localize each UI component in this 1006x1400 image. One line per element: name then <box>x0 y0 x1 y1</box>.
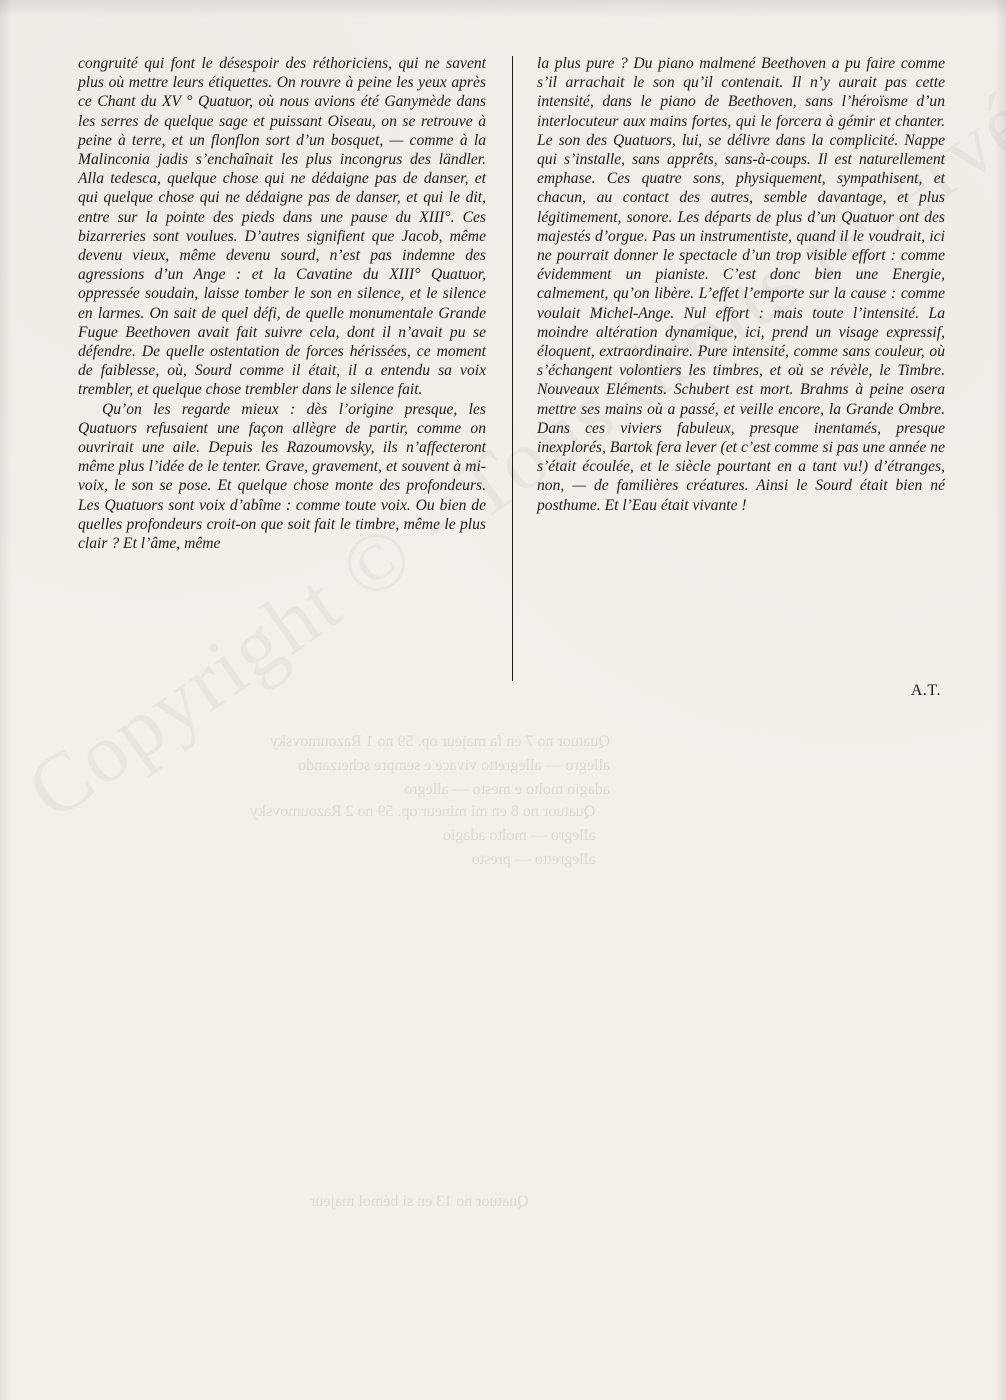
right-text-column <box>537 54 945 515</box>
author-signature: A.T. <box>910 682 941 699</box>
left-column-paragraph-2: Qu’on les regarde mieux : dès l’origine presque, les Quatuors refusaient une façon allègre de partir, comme on ouvrirait une aile. Depuis les Razoumovsky, ils n’affecteront même plus l’idée de le tenter. Grave, gravement, et souvent à mi-voix, le son se pose. Et quelque chose monte des profondeurs. Les Quatuors sont voix d’abîme : comme toute voix. Ou bien de quelles profondeurs croit-on que soit fait le timbre, même le plus clair ? Et l’âme, même <box>78 400 486 553</box>
show-through-text-top: Quatuor no 7 en fa majeur op. 59 no 1 Razoumovsky allegro — allegretto vivace e sempre scherzando adagio molto e mesto — allegro <box>270 733 610 798</box>
show-through-text-bottom: Quatuor no 13 en si bémol majeur <box>310 1193 529 1210</box>
show-through-text-middle: Quatuor no 8 en mi mineur op. 59 no 2 Razoumovsky allegro — molto adagio allegretto — presto <box>250 803 596 868</box>
left-text-column <box>78 54 486 553</box>
left-column-paragraph-1: congruité qui font le désespoir des réthoriciens, qui ne savent plus où mettre leurs étiquettes. On rouvre à peine les yeux après ce Chant du XV ° Quatuor, où nous avions été Ganymède dans les serres de quelque sage et puissant Oiseau, on se retrouve à peine à terre, et un flonflon sort d’un bosquet, — comme à la Malinconia jadis s’enchaînait les plus incongrus des ländler. Alla tedesca, quelque chose qui ne dédaigne pas de danser, et qui quelque chose qui ne dédaigne pas de danser, et qui le dit, entre sur la pointe des pieds dans une pause du XIII°. Ces bizarreries sont voulues. D’autres signifient que Jacob, même devenu vieux, même devenu sourd, n’est pas indemne des agressions d’un Ange : et la Cavatine du XIII° Quatuor, oppressée soudain, laisse tomber le son en silence, et le silence en larmes. On sait de quel défi, de quelle monumentale Grande Fugue Beethoven avait fait suivre cela, dont il n’avait pu se défendre. De quelle ostentation de forces hérissées, ce moment de faiblesse, où, Sourd comme il était, il a entendu sa voix trembler, et quelque chose trembler dans le silence fait. <box>78 55 486 399</box>
right-column-paragraph-1: la plus pure ? Du piano malmené Beethoven a pu faire comme s’il arrachait le son qu’il contenait. Il n’y aurait pas cette intensité, dans le piano de Beethoven, sans l’héroïsme d’un interlocuteur aux mains fortes, qui le forcera à gémir et chanter. Le son des Quatuors, lui, se délivre dans la complicité. Nappe qui s’installe, sans apprêts, sans-à-coups. Il est naturellement emphase. Ces quatre sons, physiquement, sympathisent, et chacun, au contact des autres, semble davantage, et plus légitimement, sonore. Les départs de plus d’un Quatuor ont des majestés d’orgue. Pas un instrumentiste, quand il le voudrait, ici ne pourrait donner le spectacle d’un trop visible effort : comme évidemment un pianiste. C’est donc bien une Energie, calmement, qu’on libère. L’effet l’emporte sur la cause : comme voulait Michel-Ange. Nul effort : mais toute l’intensité. La moindre altération dynamique, ici, prend un visage expressif, éloquent, extraordinaire. Pure intensité, comme sans couleur, où s’échangent volontiers les timbres, et où se révèle, le Timbre. Nouveaux Eléments. Schubert est mort. Brahms à peine osera mettre ses mains où a passé, et veille encore, la Grande Ombre. Dans ces viviers fabuleux, presque inentamés, presque inexplorés, Bartok fera lever (et c’est comme si pas une année ne s’était écoulée, et le siècle pourtant en a tant vu!) d’étranges, non, — de familières créatures. Ainsi le Sourd était bien né posthume. Et l’Eau était vivante ! <box>537 55 945 514</box>
column-divider <box>512 56 513 681</box>
page-left-shadow <box>0 0 12 1400</box>
page-right-shadow <box>994 0 1006 1400</box>
page-top-shadow <box>0 0 1006 18</box>
